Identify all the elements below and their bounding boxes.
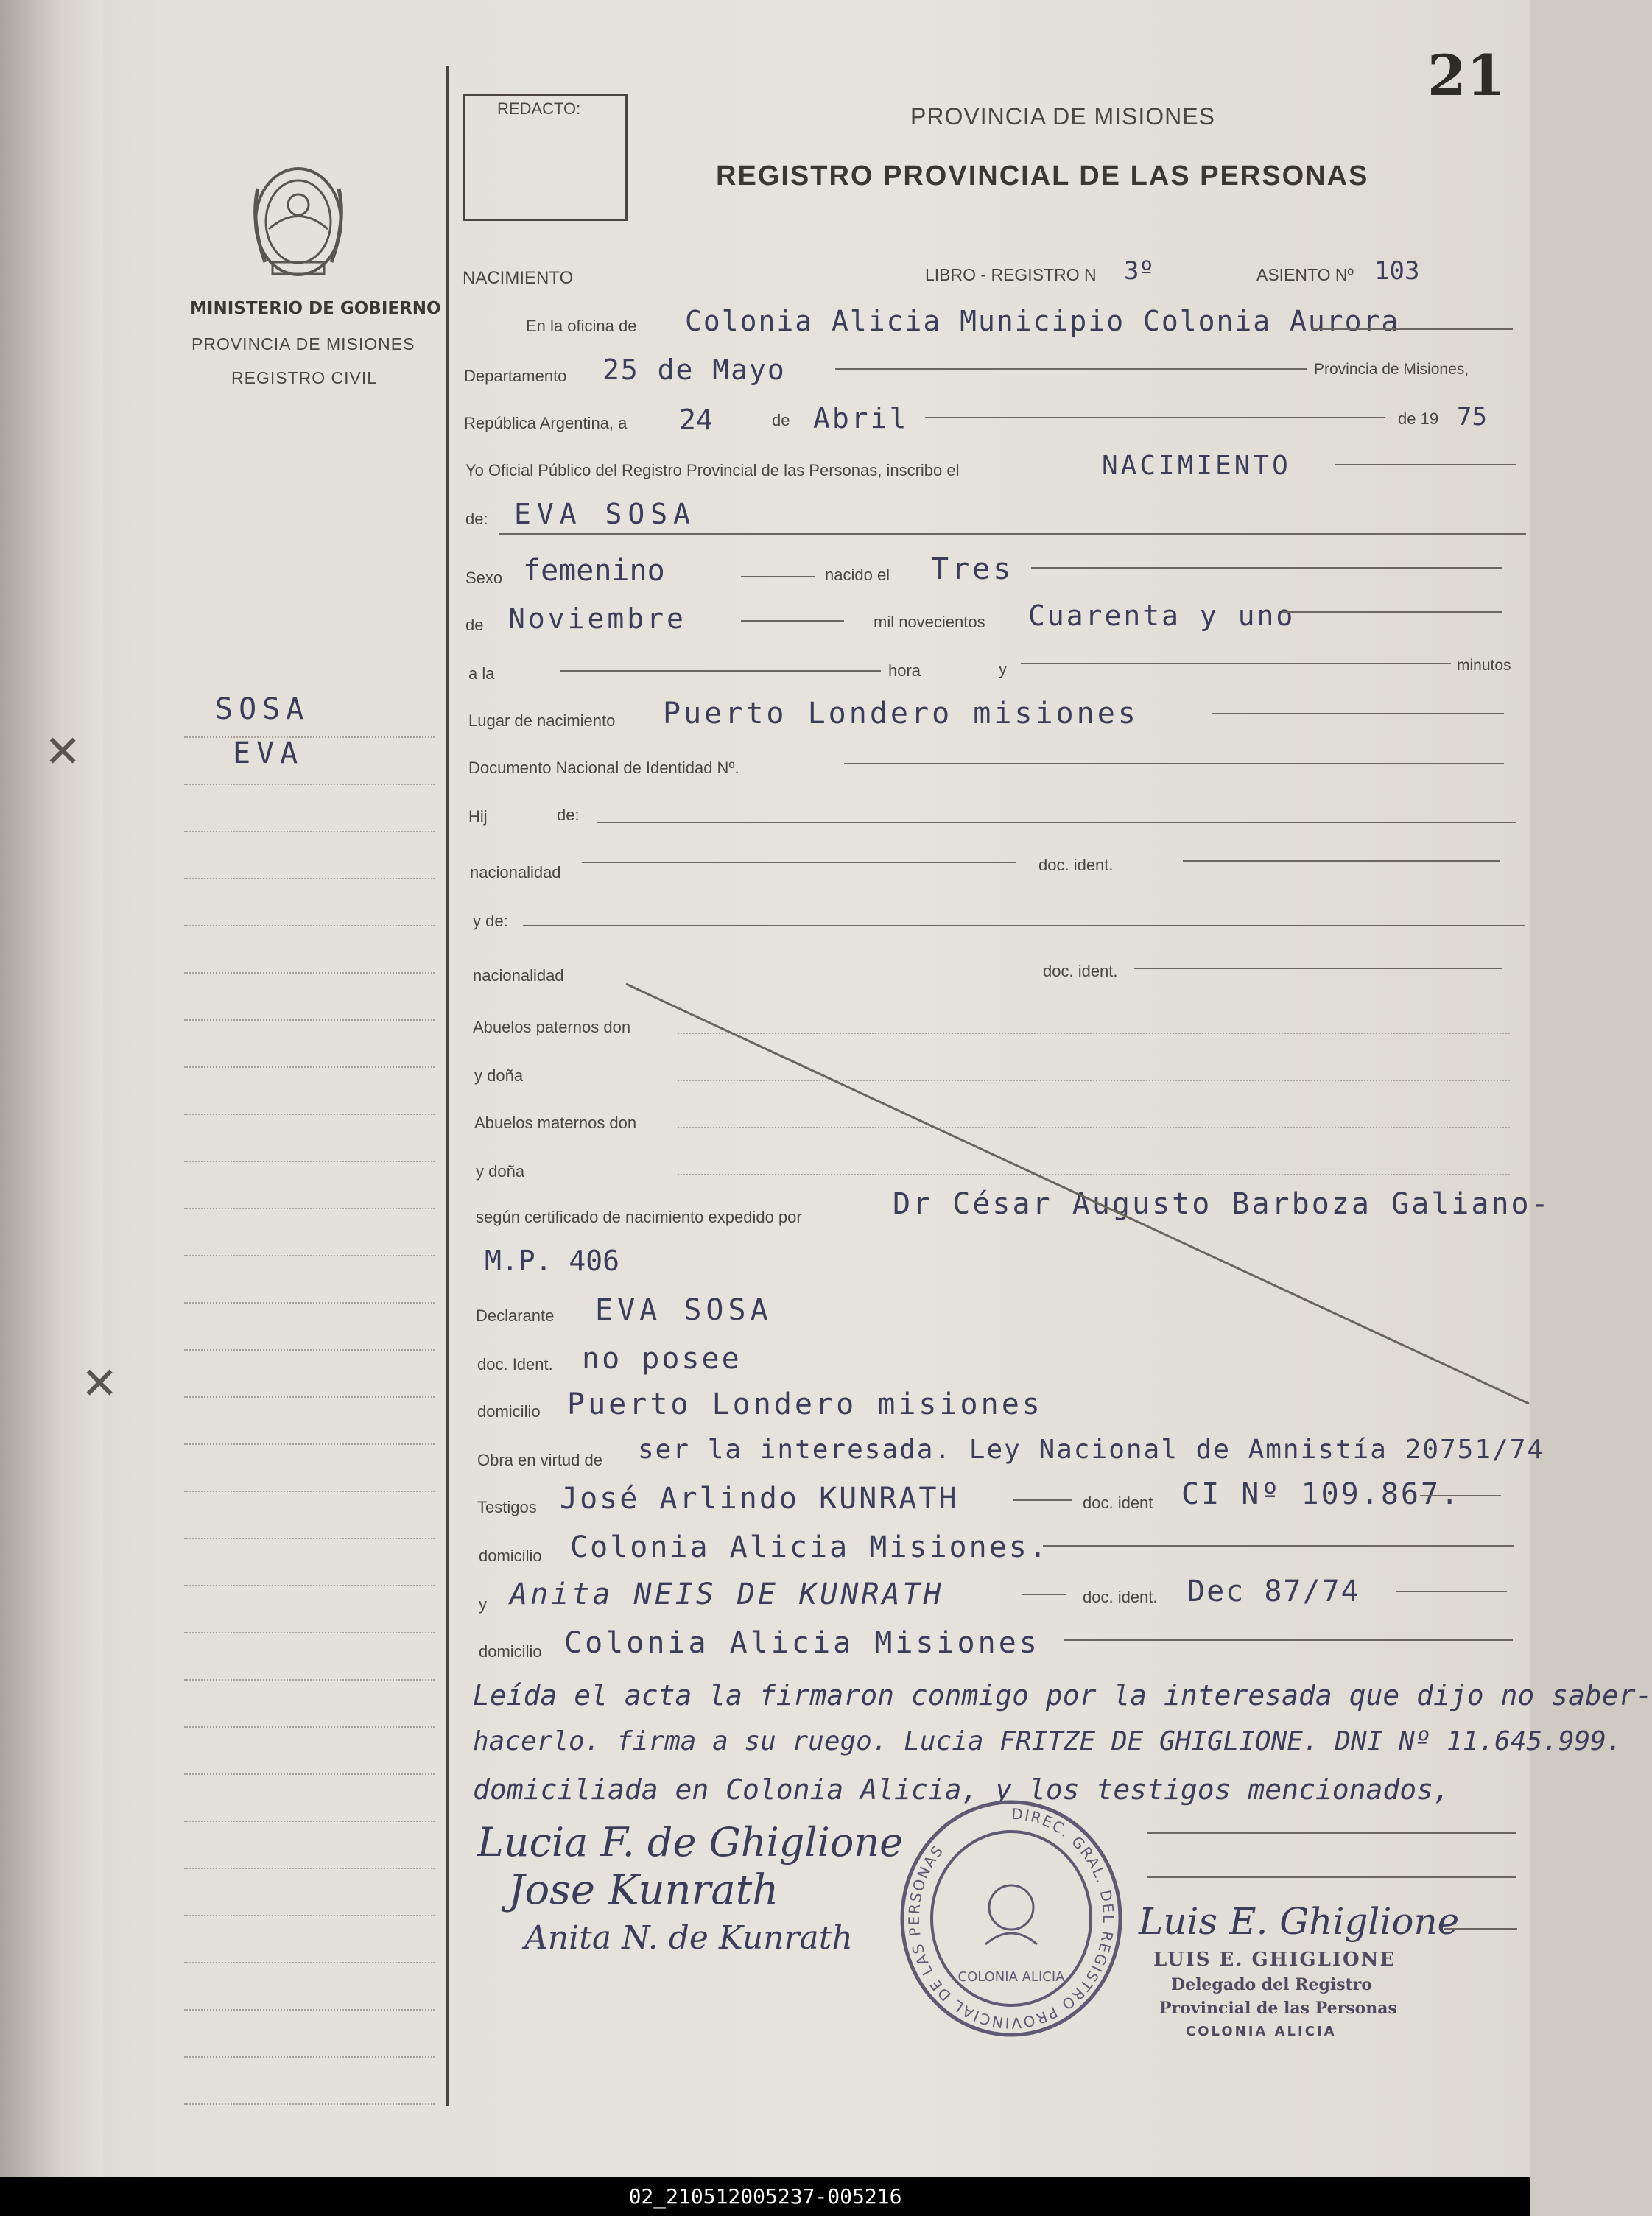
testigo1-doc-value: CI Nº 109.867. (1181, 1477, 1461, 1511)
docident-label: doc. ident. (1038, 856, 1114, 874)
asiento-value: 103 (1374, 256, 1420, 286)
docident2-label: doc. ident. (1043, 962, 1118, 980)
margin-mark-1: ✕ (44, 726, 82, 778)
lugar-label: Lugar de nacimiento (468, 711, 616, 730)
nacionalidad2-label: nacionalidad (473, 966, 564, 985)
closing-line1: Leída el acta la firmaron conmigo por la interesada que dijo no saber- (473, 1679, 1652, 1712)
stamp-ring-text: DIREC. GRAL. DEL REGISTRO PROVINCIAL DE LAS PERSONAS (904, 1804, 1118, 2033)
margin-mark-2: ✕ (81, 1358, 119, 1410)
ydona2-label: y doña (476, 1162, 525, 1181)
nacido-label: nacido el (825, 566, 890, 584)
signature-lucia: Lucia F. de Ghiglione (477, 1819, 904, 1865)
oficial-value: NACIMIENTO (1102, 451, 1291, 481)
abuelos-pat-label: Abuelos paternos don (473, 1018, 631, 1036)
ydona1-label: y doña (474, 1066, 524, 1085)
margin-note-name: EVA (233, 736, 304, 770)
provincia-label: Provincia de Misiones, (1314, 361, 1469, 378)
closing-line3: domiciliada en Colonia Alicia, y los testigos mencionados, (473, 1773, 1450, 1806)
obra-value: ser la interesada. Ley Nacional de Amnistía 20751/74 (638, 1435, 1545, 1465)
libro-label: LIBRO - REGISTRO N (925, 265, 1097, 284)
asiento-label: ASIENTO Nº (1256, 265, 1354, 284)
domicilio3-label: domicilio (479, 1642, 542, 1661)
oficial-text: Yo Oficial Público del Registro Provincial de las Personas, inscribo el (465, 461, 960, 479)
nombre-value: EVA SOSA (514, 498, 697, 530)
redacto-label: REDACTO: (497, 99, 581, 118)
dni-label: Documento Nacional de Identidad Nº. (468, 759, 739, 777)
ala-label: a la (468, 664, 495, 683)
declarante-label: Declarante (476, 1306, 555, 1325)
anio-nac-value: Cuarenta y uno (1028, 599, 1296, 632)
stamp-inner-text: COLONIA ALICIA (957, 1969, 1065, 1985)
ministry-line1: MINISTERIO DE GOBIERNO (190, 299, 441, 318)
y-label: y (999, 660, 1007, 678)
officer-place: COLONIA ALICIA (1186, 2024, 1337, 2039)
testigo1-value: José Arlindo KUNRATH (560, 1482, 959, 1516)
obra-label: Obra en virtud de (477, 1451, 602, 1469)
signature-jose: Jose Kunrath (508, 1866, 779, 1914)
hij-label: Hij (468, 807, 488, 826)
lugar-value: Puerto Londero misiones (663, 697, 1139, 731)
departamento-label: Departamento (464, 367, 567, 385)
closing-line2: hacerlo. firma a su ruego. Lucia FRITZE DE GHIGLIONE. DNI Nº 11.645.999. (473, 1726, 1623, 1756)
record-type-label: NACIMIENTO (463, 268, 574, 288)
domicilio2-value: Colonia Alicia Misiones. (570, 1530, 1049, 1564)
certificado-value2: M.P. 406 (485, 1245, 620, 1277)
margin-note-surname: SOSA (215, 692, 310, 726)
testigo2-doc-value: Dec 87/74 (1187, 1575, 1360, 1608)
dia-value: 24 (679, 404, 713, 436)
de2-label: de (465, 616, 484, 634)
testigo2-value: Anita NEIS DE KUNRATH (510, 1577, 944, 1611)
hij-de-label: de: (557, 806, 580, 824)
docident3-value: no posee (582, 1342, 742, 1376)
abuelos-mat-label: Abuelos maternos don (474, 1114, 637, 1132)
republica-label: República Argentina, a (464, 414, 628, 432)
y2-label: y (479, 1595, 487, 1614)
page-number: 21 (1427, 43, 1505, 108)
officer-title1: Delegado del Registro (1171, 1975, 1373, 1994)
anio-label: de 19 (1398, 409, 1439, 428)
officer-title2: Provincial de las Personas (1159, 1999, 1397, 2018)
officer-name: LUIS E. GHIGLIONE (1153, 1949, 1396, 1971)
minutos-label: minutos (1457, 657, 1511, 674)
image-id-footer: 02_210512005237-005216 (0, 2177, 1530, 2216)
yde-label: y de: (473, 912, 508, 930)
oficina-value: Colonia Alicia Municipio Colonia Aurora (685, 305, 1400, 337)
testigo1-doc-label: doc. ident (1083, 1494, 1153, 1512)
ministry-line2: PROVINCIA DE MISIONES (191, 334, 415, 353)
nacionalidad-label: nacionalidad (470, 863, 561, 882)
domicilio-label: domicilio (477, 1402, 541, 1421)
libro-value: 3º (1124, 256, 1154, 286)
testigo2-doc-label: doc. ident. (1083, 1588, 1158, 1606)
domicilio3-value: Colonia Alicia Misiones (564, 1626, 1040, 1660)
sexo-label: Sexo (465, 569, 503, 587)
signature-luis: Luis E. Ghiglione (1139, 1900, 1460, 1943)
oficina-label: En la oficina de (526, 317, 637, 335)
anio-value: 75 (1457, 402, 1487, 432)
certificado-value: Dr César Augusto Barboza Galiano- (893, 1187, 1551, 1221)
nombre-label: de: (465, 510, 488, 528)
header-province: PROVINCIA DE MISIONES (910, 103, 1215, 130)
mil-label: mil novecientos (874, 613, 985, 631)
sexo-value: femenino (523, 554, 665, 588)
departamento-value: 25 de Mayo (602, 353, 786, 386)
docident3-label: doc. Ident. (477, 1355, 553, 1373)
domicilio-value: Puerto Londero misiones (567, 1387, 1043, 1421)
declarante-value: EVA SOSA (595, 1293, 773, 1327)
signature-anita: Anita N. de Kunrath (524, 1919, 853, 1957)
certificado-label: según certificado de nacimiento expedido por (476, 1208, 802, 1226)
ministry-line3: REGISTRO CIVIL (231, 368, 378, 387)
mes-nac-value: Noviembre (508, 602, 686, 635)
hora-label: hora (888, 661, 921, 680)
official-stamp-seal (897, 1797, 1125, 2040)
nacido-value: Tres (931, 552, 1014, 586)
de-label: de (772, 411, 790, 429)
svg-text:DIREC. GRAL. DEL REGISTRO PROV (905, 1805, 1117, 2032)
testigos-label: Testigos (477, 1498, 537, 1516)
domicilio2-label: domicilio (479, 1547, 542, 1565)
header-registry: REGISTRO PROVINCIAL DE LAS PERSONAS (716, 161, 1369, 191)
mes-value: Abril (813, 402, 909, 435)
